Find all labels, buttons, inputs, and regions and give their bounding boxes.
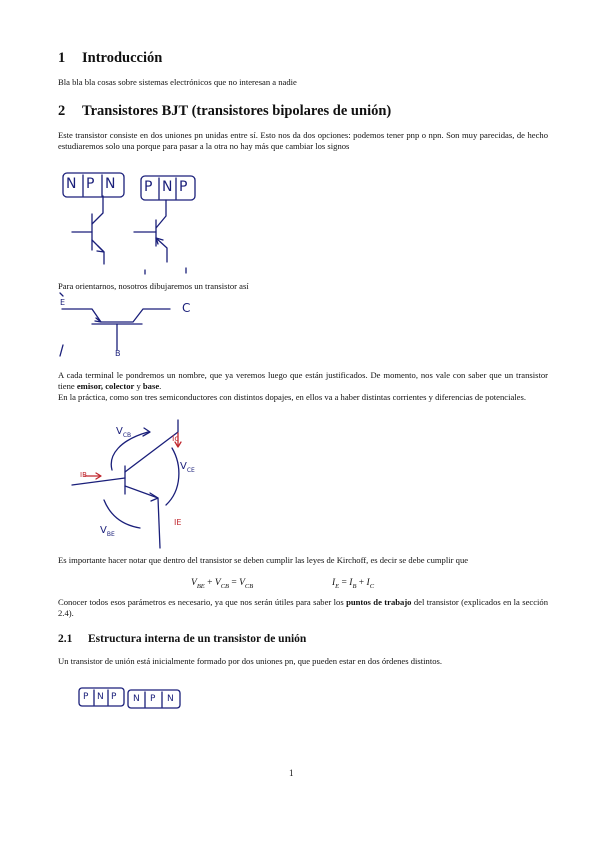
collector-label: C: [182, 301, 191, 315]
vbe-label: $V_{BE}$: [100, 525, 115, 538]
section-number: 1: [58, 50, 66, 66]
term-puntos-trabajo: puntos de trabajo: [346, 597, 412, 607]
block-n: N: [97, 692, 104, 702]
term-emisor: emisor,: [76, 381, 104, 392]
term-base: base: [142, 381, 160, 392]
vce-label: $V_{CE}$: [180, 461, 195, 474]
npn-label-n: N: [66, 176, 77, 192]
block-p: P: [83, 692, 89, 702]
subsection-number: 2.1: [58, 633, 73, 645]
ib-label: IB: [80, 471, 87, 479]
base-label: B: [115, 349, 121, 358]
paragraph-kirchoff: Es importante hacer notar que dentro del transistor se deben cumplir las leyes de Kirchoff, es decir se debe cumplir que: [58, 555, 469, 565]
paragraph-intro: Bla bla bla cosas sobre sistemas electrónicos que no interesan a nadie: [58, 77, 297, 87]
equation-voltages: $V_{BE} + V_{CB} = V_{CB}$: [191, 578, 254, 590]
paragraph-structure: Un transistor de unión está inicialmente formado por dos uniones pn, que pueden estar en dos órdenes distintos.: [58, 656, 443, 666]
term-colector: colector: [105, 381, 135, 392]
page-number: 1: [289, 768, 294, 778]
pnp-label-p: P: [144, 179, 153, 195]
ic-label: Ic: [172, 434, 179, 443]
section-title: Transistores BJT (transistores bipolares de unión): [82, 103, 392, 119]
block-p2: P: [111, 692, 117, 702]
section-number: 2: [58, 103, 66, 119]
block-p-right: P: [150, 694, 156, 704]
section-title: Introducción: [82, 50, 163, 66]
block-n-right: N: [133, 694, 140, 704]
emitter-label: E: [60, 298, 66, 307]
ie-label: IE: [174, 518, 182, 527]
block-n2-right: N: [167, 694, 174, 704]
paragraph-orientation: Para orientarnos, nosotros dibujaremos un transistor así: [58, 281, 249, 291]
npn-label-n2: N: [105, 176, 116, 192]
equation-currents: $I_E = I_B + I_C$: [332, 578, 375, 590]
vcb-label: $V_{CB}$: [116, 426, 132, 439]
npn-label-p: P: [86, 176, 95, 192]
pnp-label-p2: P: [179, 179, 188, 195]
paragraph-parameters: Conocer todos esos parámetros es necesario, ya que nos serán útiles para saber los puntos de trabajo del transistor (explicados en la sección 2.4).: [58, 597, 548, 619]
paragraph-bjt: Este transistor consiste en dos uniones pn unidas entre sí. Esto nos da dos opciones: podemos tener pnp o npn. Son muy parecidas, de hecho estudiaremos solo una porque para pasar a la otra no hay más que cambiar los signos: [58, 130, 548, 152]
pnp-label-n: N: [162, 179, 173, 195]
subsection-title: Estructura interna de un transistor de unión: [88, 633, 307, 645]
paragraph-terminals: A cada terminal le pondremos un nombre, que ya veremos luego que están justificados. De momento, nos vale con saber que un transistor tiene emisor, colector y base. En la práctica, como son tres semiconductores con distintos dopajes, en ellos va a haber distintas corrientes y diferencias de potenciales.: [58, 370, 548, 403]
